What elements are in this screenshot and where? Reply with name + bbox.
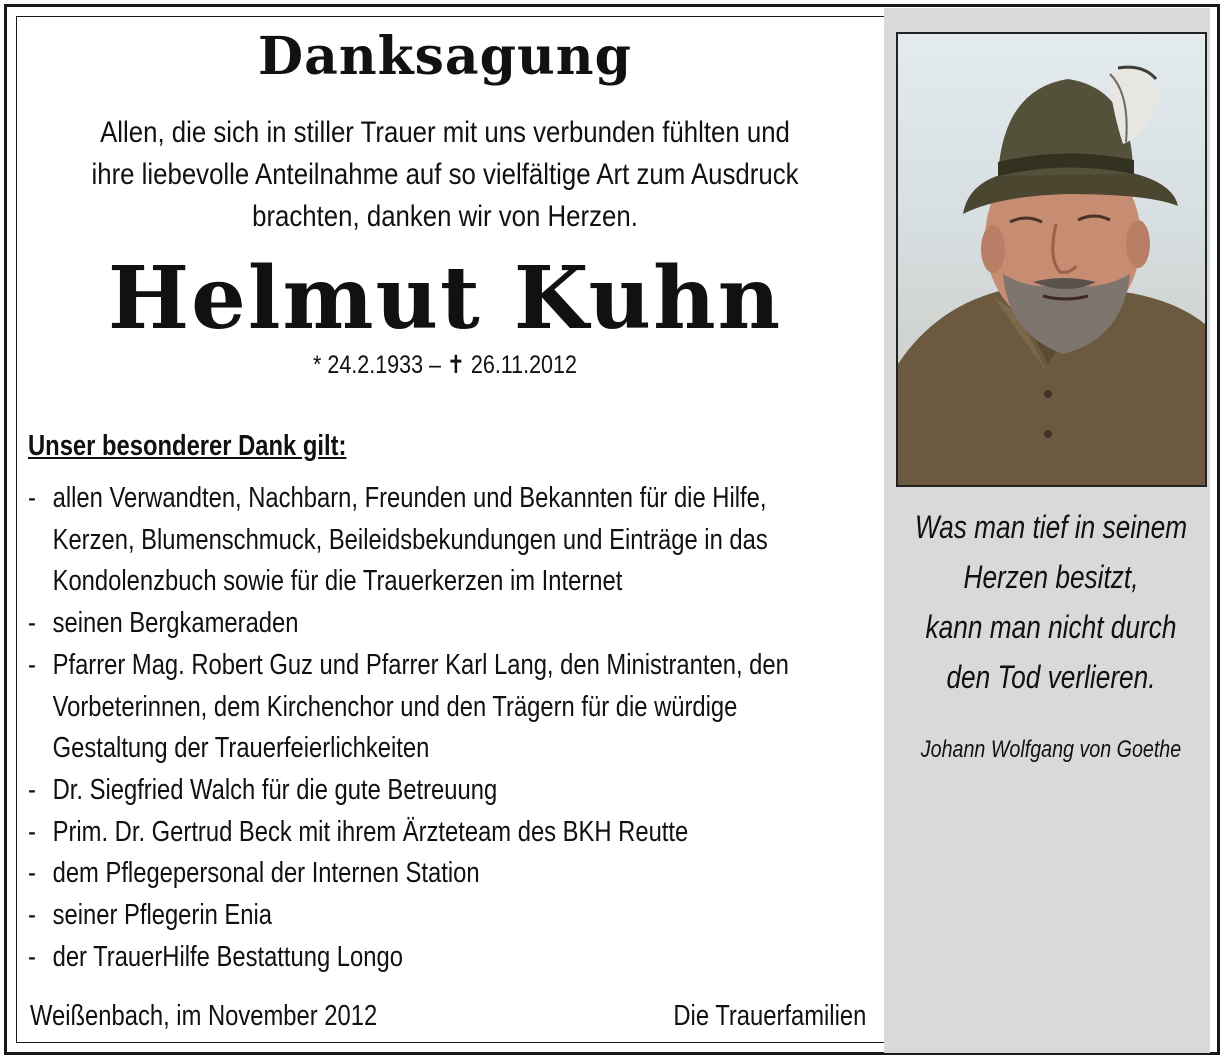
list-item [28, 937, 815, 979]
list-bullet: - [28, 482, 36, 514]
intro-line: ihre liebevolle Anteilnahme auf so vielfältige Art zum Ausdruck [91, 158, 799, 191]
signature: Die Trauerfamilien [673, 1000, 866, 1032]
quote-line: Was man tief in seinem [914, 509, 1188, 545]
list-bullet: - [28, 815, 36, 848]
quote-text [914, 502, 1188, 702]
list-item-line: Pfarrer Mag. Robert Guz und Pfarrer Karl Lang, den Ministranten, den [52, 648, 789, 681]
intro-line: brachten, danken wir von Herzen. [252, 200, 638, 233]
list-item [28, 645, 815, 770]
list-item [28, 812, 815, 854]
list-item-line: Kondolenzbuch sowie für die Trauerkerzen im Internet [52, 565, 623, 598]
life-dates: * 24.2.1933 – ✝ 26.11.2012 [313, 351, 577, 379]
list-item-line: Dr. Siegfried Walch für die gute Betreuung [52, 773, 498, 806]
notice-title: Danksagung [258, 26, 632, 87]
list-item [28, 895, 815, 937]
list-bullet: - [28, 899, 36, 932]
quote-line: kann man nicht durch [925, 609, 1177, 645]
portrait-photo [896, 32, 1207, 487]
list-item [28, 853, 815, 895]
list-item-line: seiner Pflegerin Enia [52, 899, 273, 932]
list-bullet: - [28, 648, 36, 681]
intro-text [62, 112, 827, 238]
deceased-name: Helmut Kuhn [107, 248, 783, 349]
list-item [28, 603, 815, 645]
list-item [28, 770, 815, 812]
list-bullet: - [28, 940, 36, 973]
list-item-line: Vorbeterinnen, dem Kirchenchor und den Trägern für die würdige [52, 690, 738, 723]
list-bullet: - [28, 773, 36, 806]
place-date: Weißenbach, im November 2012 [30, 1000, 378, 1032]
list-bullet: - [28, 607, 36, 640]
list-item-line: Gestaltung der Trauerfeierlichkeiten [52, 732, 430, 765]
list-item-line: der TrauerHilfe Bestattung Longo [52, 940, 403, 973]
list-item-line: dem Pflegepersonal der Internen Station [52, 857, 480, 890]
quote-line: den Tod verlieren. [946, 659, 1156, 695]
list-item-line: Kerzen, Blumenschmuck, Beileidsbekundungen und Einträge in das [52, 523, 768, 556]
list-item-line: Prim. Dr. Gertrud Beck mit ihrem Ärzteteam des BKH Reutte [52, 815, 689, 848]
portrait-illustration [898, 34, 1205, 485]
thanks-heading: Unser besonderer Dank gilt: [28, 430, 347, 462]
list-item-line: seinen Bergkameraden [52, 607, 299, 640]
thanks-list [28, 478, 815, 978]
quote-line: Herzen besitzt, [963, 559, 1139, 595]
quote-author: Johann Wolfgang von Goethe [920, 736, 1182, 763]
list-item [28, 478, 815, 603]
intro-line: Allen, die sich in stiller Trauer mit uns verbunden fühlten und [100, 116, 790, 149]
list-item-line: allen Verwandten, Nachbarn, Freunden und Bekannten für die Hilfe, [52, 482, 767, 514]
list-bullet: - [28, 857, 36, 890]
